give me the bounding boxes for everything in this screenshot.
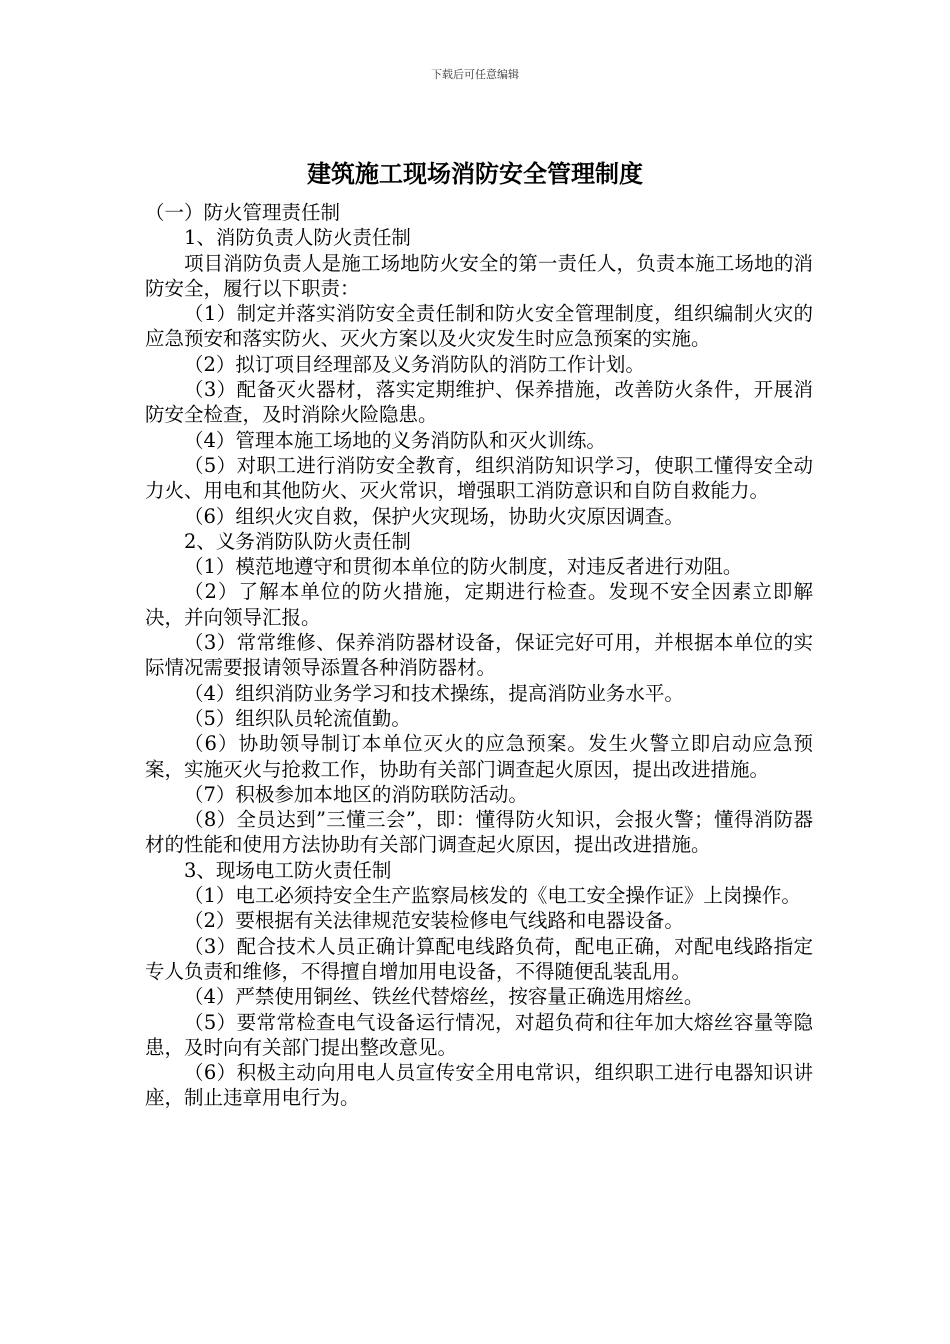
paragraph: （8）全员达到”三懂三会”，即：懂得防火知识，会报火警；懂得消防器材的性能和使用方法协助有关部门调查起火原因，提出改进措施。 bbox=[145, 808, 813, 857]
paragraph: 3、现场电工防火责任制 bbox=[184, 858, 392, 882]
section-heading: （一）防火管理责任制 bbox=[145, 201, 341, 224]
paragraph: （5）对职工进行消防安全教育，组织消防知识学习，使职工懂得安全动力火、用电和其他防火、灭火常识，增强职工消防意识和自防自救能力。 bbox=[145, 453, 813, 503]
paragraph: （1）制定并落实消防安全责任制和防火安全管理制度，组织编制火灾的应急预安和落实防火、灭火方案以及火灾发生时应急预案的实施。 bbox=[145, 302, 813, 351]
paragraph: （1）电工必须持安全生产监察局核发的《电工安全操作证》上岗操作。 bbox=[184, 884, 801, 908]
paragraph: （6）组织火灾自救，保护火灾现场，协助火灾原因调查。 bbox=[184, 504, 684, 528]
paragraph: 2、义务消防队防火责任制 bbox=[184, 529, 411, 553]
paragraph: 项目消防负责人是施工场地防火安全的第一责任人，负责本施工场地的消防安全，履行以下职责： bbox=[145, 251, 813, 300]
paragraph: （3）配合技术人员正确计算配电线路负荷，配电正确，对配电线路指定专人负责和维修，不得擅自增加用电设备，不得随便乱装乱用。 bbox=[145, 934, 813, 983]
paragraph: （5）要常常检查电气设备运行情况，对超负荷和往年加大熔丝容量等隐患，及时向有关部门提出整改意见。 bbox=[145, 1010, 813, 1059]
paragraph: （5）组织队员轮流值勤。 bbox=[184, 706, 411, 730]
paragraph: （2）要根据有关法律规范安装检修电气线路和电器设备。 bbox=[184, 909, 684, 933]
paragraph: （4）严禁使用铜丝、铁丝代替熔丝，按容量正确选用熔丝。 bbox=[184, 985, 704, 1009]
document-title: 建筑施工现场消防安全管理制度 bbox=[307, 160, 643, 188]
document-body bbox=[145, 200, 813, 1111]
paragraph: （6）积极主动向用电人员宣传安全用电常识，组织职工进行电器知识讲座，制止违章用电行为。 bbox=[145, 1061, 813, 1110]
paragraph: （2）了解本单位的防火措施，定期进行检查。发现不安全因素立即解决，并向领导汇报。 bbox=[145, 580, 813, 629]
paragraph: （1）模范地遵守和贯彻本单位的防火制度，对违反者进行劝阻。 bbox=[184, 555, 743, 579]
paragraph: （7）积极参加本地区的消防联防活动。 bbox=[184, 782, 528, 806]
page-header: 下载后可任意编辑 bbox=[431, 68, 519, 81]
paragraph: （3）配备灭火器材，落实定期维护、保养措施，改善防火条件，开展消防安全检查，及时消除火险隐患。 bbox=[145, 378, 813, 427]
paragraph: （3）常常维修、保养消防器材设备，保证完好可用，并根据本单位的实际情况需要报请领导添置各种消防器材。 bbox=[145, 631, 813, 680]
paragraph: 1、消防负责人防火责任制 bbox=[184, 226, 411, 250]
paragraph: （2）拟订项目经理部及义务消防队的消防工作计划。 bbox=[184, 352, 645, 376]
paragraph: （6）协助领导制订本单位灭火的应急预案。发生火警立即启动应急预案，实施灭火与抢救工作，协助有关部门调查起火原因，提出改进措施。 bbox=[145, 732, 813, 781]
paragraph: （4）组织消防业务学习和技术操练，提高消防业务水平。 bbox=[184, 681, 684, 705]
paragraph: （4）管理本施工场地的义务消防队和灭火训练。 bbox=[184, 428, 606, 452]
